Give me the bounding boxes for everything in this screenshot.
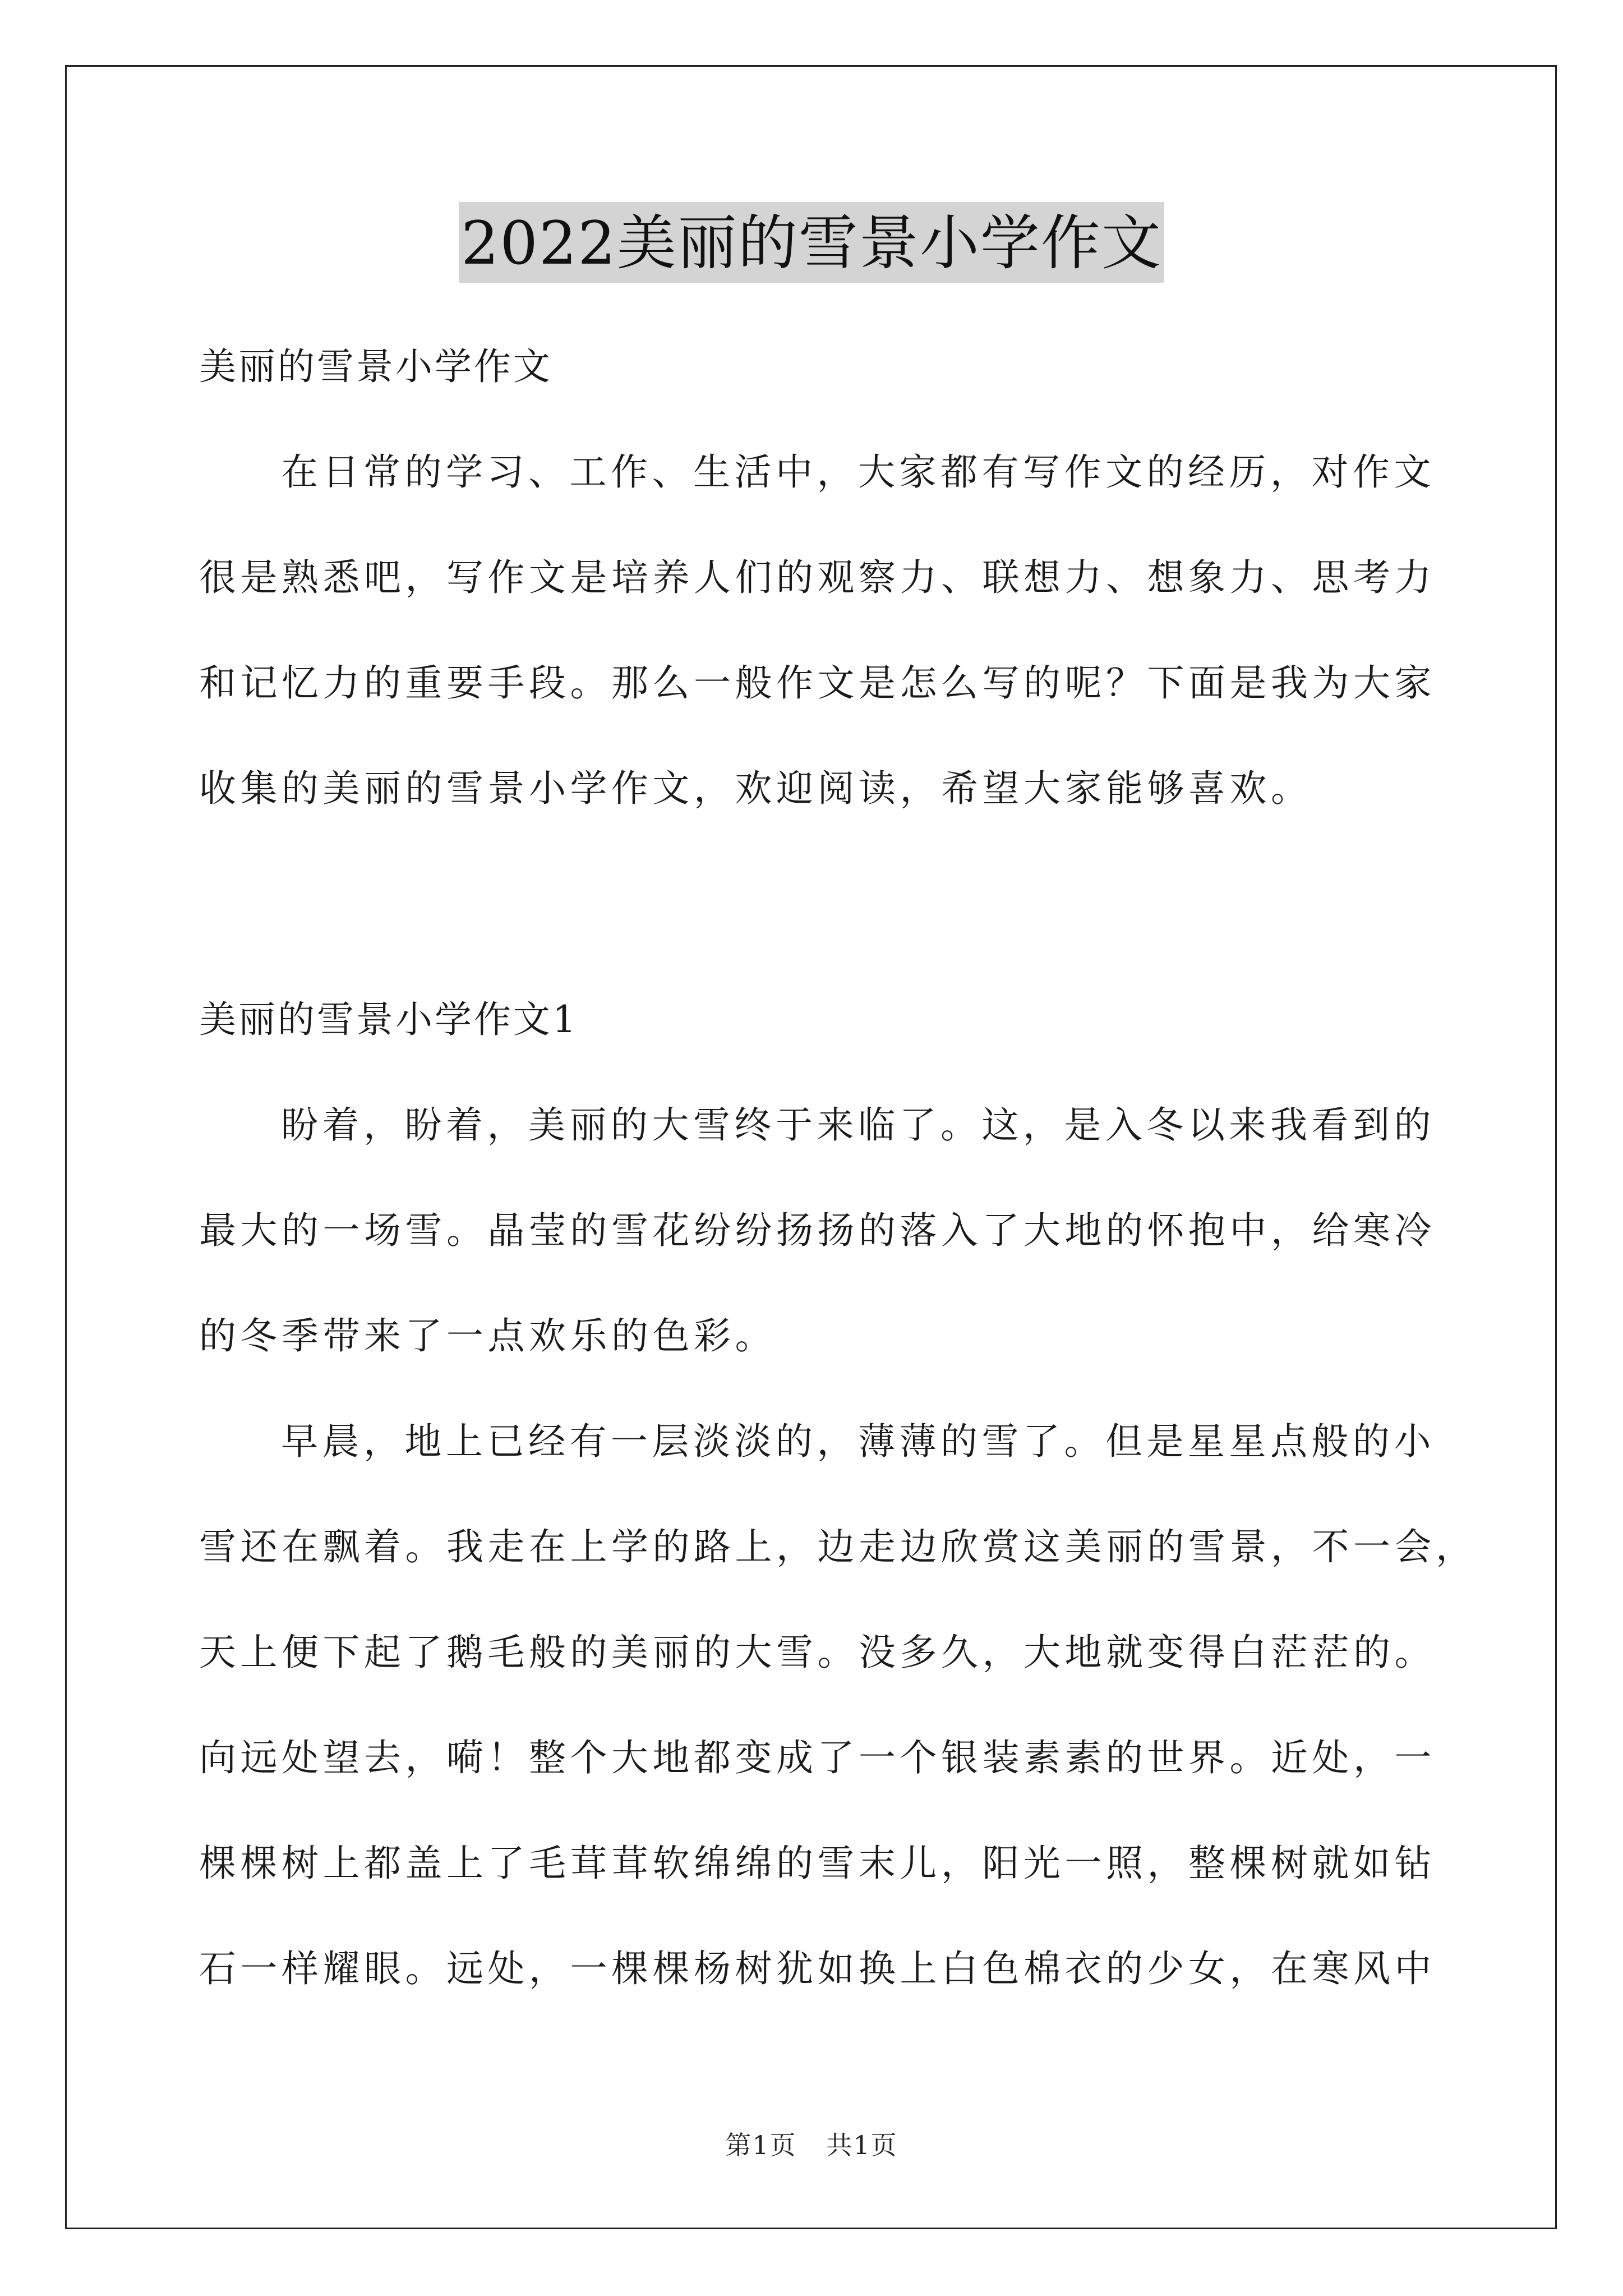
- intro-line: 和记忆力的重要手段。那么一般作文是怎么写的呢？下面是我为大家: [199, 661, 1436, 705]
- paragraph1-line: 最大的一场雪。晶莹的雪花纷纷扬扬的落入了大地的怀抱中，给寒冷: [199, 1209, 1436, 1252]
- paragraph2-line: 雪还在飘着。我走在上学的路上，边走边欣赏这美丽的雪景，不一会，: [199, 1525, 1477, 1568]
- essay-heading: 美丽的雪景小学作文1: [199, 998, 578, 1041]
- intro-section: [199, 314, 1436, 841]
- essay-section: [199, 967, 1477, 2022]
- paragraph1-line: 的冬季带来了一点欢乐的色彩。: [199, 1314, 776, 1358]
- page-footer: [0, 2125, 1623, 2162]
- paragraph2-line: 棵棵树上都盖上了毛茸茸软绵绵的雪末儿，阳光一照，整棵树就如钻: [199, 1842, 1436, 1885]
- paragraph2-line: 早晨，地上已经有一层淡淡的，薄薄的雪了。但是星星点般的小: [281, 1420, 1435, 1463]
- intro-line: 在日常的学习、工作、生活中，大家都有写作文的经历，对作文: [281, 450, 1435, 494]
- intro-line: 收集的美丽的雪景小学作文，欢迎阅读，希望大家能够喜欢。: [199, 767, 1312, 810]
- page-number-total: 共1页: [826, 2130, 898, 2160]
- title-container: [0, 202, 1623, 283]
- paragraph2-line: 石一样耀眼。远处，一棵棵杨树犹如换上白色棉衣的少女，在寒风中: [199, 1947, 1436, 1990]
- intro-line: 很是熟悉吧，写作文是培养人们的观察力、联想力、想象力、思考力: [199, 556, 1436, 599]
- paragraph1-line: 盼着，盼着，美丽的大雪终于来临了。这，是入冬以来我看到的: [281, 1103, 1435, 1147]
- paragraph2-line: 天上便下起了鹅毛般的美丽的大雪。没多久，大地就变得白茫茫的。: [199, 1631, 1436, 1674]
- paragraph2-line: 向远处望去，嗬！整个大地都变成了一个银装素素的世界。近处，一: [199, 1736, 1436, 1779]
- page-number-current: 第1页: [725, 2130, 797, 2160]
- intro-heading: 美丽的雪景小学作文: [199, 345, 552, 388]
- document-title: 2022美丽的雪景小学作文: [459, 202, 1164, 283]
